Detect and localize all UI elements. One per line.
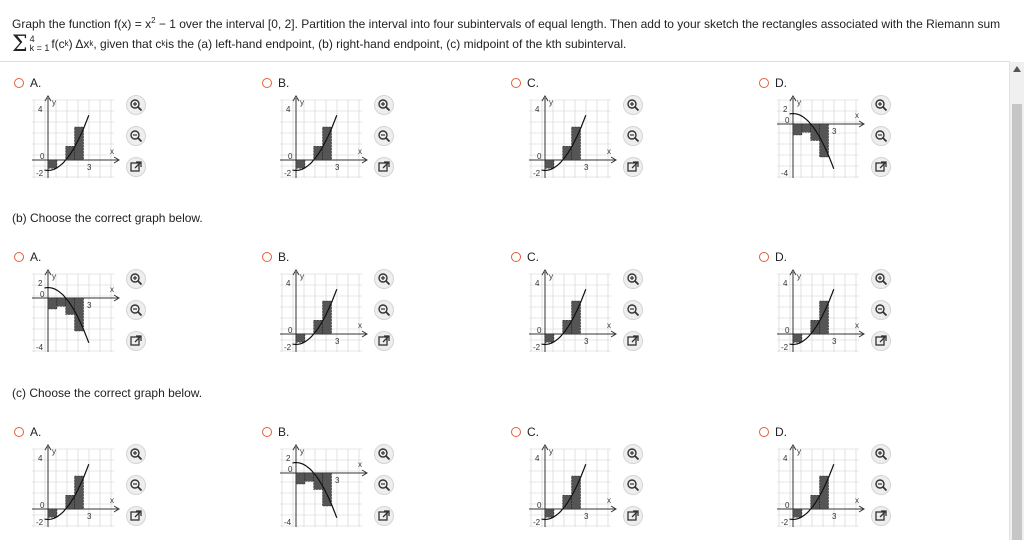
open-graph-button[interactable] — [871, 157, 891, 177]
zoom-out-button[interactable] — [623, 300, 643, 320]
y-bottom-tick-label: -2 — [36, 518, 44, 527]
origin-label: 0 — [785, 116, 790, 125]
y-top-tick-label: 4 — [535, 279, 540, 288]
y-bottom-tick-label: -4 — [36, 343, 44, 352]
y-axis-label: y — [300, 98, 304, 107]
zoom-out-icon — [377, 129, 391, 143]
y-axis-label: y — [300, 272, 304, 281]
zoom-in-icon — [874, 98, 888, 112]
radio-button[interactable] — [511, 252, 521, 262]
riemann-rectangle — [48, 509, 57, 517]
radio-button[interactable] — [14, 427, 24, 437]
zoom-in-icon — [129, 98, 143, 112]
zoom-in-icon — [626, 98, 640, 112]
x-axis-label: x — [110, 496, 114, 505]
radio-button[interactable] — [262, 252, 272, 262]
riemann-rectangle — [793, 509, 802, 517]
x-axis-label: x — [358, 321, 362, 330]
question-line-1: Graph the function $f(x) = x^2 - 1$ over the interval [0, 2]. Partition the interval into four subintervals of equal length. Then add to your sketch the rectangles associated with the Riemann sum — [12, 16, 1001, 31]
graph-plot — [14, 92, 134, 182]
y-bottom-tick-label: -4 — [781, 169, 789, 178]
option-letter: A. — [30, 250, 42, 264]
open-window-icon — [874, 509, 888, 523]
option-a-1[interactable] — [262, 76, 289, 90]
riemann-rectangle — [57, 298, 66, 306]
radio-button[interactable] — [759, 252, 769, 262]
option-graph — [14, 441, 134, 531]
zoom-out-icon — [626, 303, 640, 317]
option-c-3[interactable] — [759, 425, 787, 439]
question-text — [12, 12, 1012, 57]
option-letter: C. — [527, 250, 539, 264]
zoom-in-button[interactable] — [871, 269, 891, 289]
x-tick-label: 3 — [584, 337, 589, 346]
open-window-icon — [129, 509, 143, 523]
graph-plot — [511, 92, 631, 182]
riemann-rectangle — [296, 473, 305, 484]
zoom-out-icon — [626, 478, 640, 492]
option-graph — [511, 266, 631, 356]
scroll-up-icon[interactable] — [1013, 66, 1021, 72]
question-line-2: Σ 4 k = 1 f(c k ) Δx k , given that c k is the (a) left-hand endpoint, (b) right-hand endpoint, (c) midpoint of the kth subinterval. — [12, 32, 627, 57]
open-graph-button[interactable] — [126, 331, 146, 351]
option-letter: B. — [278, 76, 290, 90]
open-window-icon — [874, 160, 888, 174]
x-tick-label: 3 — [335, 163, 340, 172]
zoom-out-button[interactable] — [374, 475, 394, 495]
radio-button[interactable] — [262, 427, 272, 437]
option-a-2[interactable] — [511, 76, 539, 90]
y-axis-label: y — [52, 447, 56, 456]
y-bottom-tick-label: -2 — [284, 169, 292, 178]
scroll-thumb[interactable] — [1012, 104, 1022, 540]
open-graph-button[interactable] — [623, 157, 643, 177]
graph-plot — [511, 266, 631, 356]
option-letter: D. — [775, 76, 787, 90]
origin-label: 0 — [288, 326, 293, 335]
option-graph — [511, 92, 631, 182]
zoom-out-icon — [626, 129, 640, 143]
zoom-in-icon — [626, 447, 640, 461]
riemann-rectangle — [305, 473, 314, 481]
graph-plot — [759, 266, 879, 356]
zoom-in-button[interactable] — [374, 444, 394, 464]
y-top-tick-label: 4 — [783, 279, 788, 288]
origin-label: 0 — [785, 501, 790, 510]
zoom-out-button[interactable] — [871, 475, 891, 495]
x-tick-label: 3 — [335, 337, 340, 346]
zoom-out-button[interactable] — [374, 300, 394, 320]
riemann-rectangle — [48, 298, 57, 309]
open-window-icon — [377, 160, 391, 174]
option-graph — [511, 441, 631, 531]
open-window-icon — [377, 509, 391, 523]
zoom-out-button[interactable] — [871, 126, 891, 146]
x-axis-label: x — [607, 496, 611, 505]
y-top-tick-label: 4 — [535, 454, 540, 463]
zoom-in-button[interactable] — [126, 269, 146, 289]
y-bottom-tick-label: -2 — [533, 169, 541, 178]
graph-plot — [14, 441, 134, 531]
option-letter: A. — [30, 76, 42, 90]
zoom-out-icon — [377, 303, 391, 317]
y-top-tick-label: 2 — [783, 105, 788, 114]
question-separator — [0, 61, 1010, 62]
open-window-icon — [129, 334, 143, 348]
zoom-in-button[interactable] — [374, 95, 394, 115]
x-axis-label: x — [855, 496, 859, 505]
sigma-icon: Σ — [12, 32, 28, 57]
x-tick-label: 3 — [584, 512, 589, 521]
origin-label: 0 — [40, 290, 45, 299]
graph-plot — [759, 92, 879, 182]
zoom-in-icon — [377, 272, 391, 286]
y-bottom-tick-label: -2 — [284, 343, 292, 352]
x-axis-label: x — [607, 147, 611, 156]
riemann-rectangle — [296, 160, 305, 168]
x-tick-label: 3 — [87, 163, 92, 172]
radio-button[interactable] — [511, 78, 521, 88]
origin-label: 0 — [40, 501, 45, 510]
zoom-out-button[interactable] — [126, 300, 146, 320]
x-tick-label: 3 — [335, 476, 340, 485]
zoom-out-icon — [874, 478, 888, 492]
zoom-out-button[interactable] — [623, 475, 643, 495]
graph-plot — [14, 266, 134, 356]
radio-button[interactable] — [759, 78, 769, 88]
x-axis-label: x — [855, 321, 859, 330]
open-window-icon — [626, 509, 640, 523]
option-graph — [262, 92, 382, 182]
y-axis-label: y — [549, 98, 553, 107]
option-graph — [14, 266, 134, 356]
origin-label: 0 — [537, 501, 542, 510]
zoom-in-icon — [874, 272, 888, 286]
open-window-icon — [377, 334, 391, 348]
zoom-out-icon — [874, 129, 888, 143]
origin-label: 0 — [537, 326, 542, 335]
open-graph-button[interactable] — [374, 331, 394, 351]
y-axis-label: y — [300, 447, 304, 456]
y-bottom-tick-label: -2 — [781, 518, 789, 527]
riemann-rectangle — [802, 124, 811, 132]
x-axis-label: x — [358, 147, 362, 156]
y-bottom-tick-label: -2 — [781, 343, 789, 352]
origin-label: 0 — [288, 465, 293, 474]
radio-button[interactable] — [262, 78, 272, 88]
open-graph-button[interactable] — [374, 506, 394, 526]
open-graph-button[interactable] — [126, 157, 146, 177]
radio-button[interactable] — [14, 78, 24, 88]
option-b-2[interactable] — [511, 250, 539, 264]
open-window-icon — [129, 160, 143, 174]
y-bottom-tick-label: -2 — [533, 518, 541, 527]
y-axis-label: y — [52, 98, 56, 107]
zoom-out-button[interactable] — [623, 126, 643, 146]
graph-plot — [262, 266, 382, 356]
y-bottom-tick-label: -2 — [36, 169, 44, 178]
option-c-2[interactable] — [511, 425, 539, 439]
riemann-rectangle — [545, 509, 554, 517]
option-graph — [759, 92, 879, 182]
x-tick-label: 3 — [584, 163, 589, 172]
radio-button[interactable] — [759, 427, 769, 437]
open-window-icon — [626, 334, 640, 348]
zoom-out-button[interactable] — [126, 475, 146, 495]
zoom-in-icon — [377, 447, 391, 461]
zoom-out-button[interactable] — [126, 126, 146, 146]
part-b-label: (b) Choose the correct graph below. — [12, 211, 203, 225]
riemann-rectangle — [793, 124, 802, 135]
y-top-tick-label: 4 — [783, 454, 788, 463]
option-letter: B. — [278, 250, 290, 264]
x-tick-label: 3 — [832, 512, 837, 521]
graph-plot — [759, 441, 879, 531]
y-axis-label: y — [549, 447, 553, 456]
scrollbar[interactable] — [1009, 62, 1024, 540]
zoom-out-button[interactable] — [871, 300, 891, 320]
y-axis-label: y — [549, 272, 553, 281]
option-graph — [14, 92, 134, 182]
x-axis-label: x — [855, 111, 859, 120]
x-axis-label: x — [358, 460, 362, 469]
zoom-in-button[interactable] — [623, 269, 643, 289]
option-letter: A. — [30, 425, 42, 439]
graph-plot — [262, 441, 382, 531]
option-b-0[interactable] — [14, 250, 41, 264]
option-graph — [759, 266, 879, 356]
y-axis-label: y — [797, 98, 801, 107]
open-graph-button[interactable] — [623, 331, 643, 351]
origin-label: 0 — [785, 326, 790, 335]
option-b-3[interactable] — [759, 250, 787, 264]
open-graph-button[interactable] — [623, 506, 643, 526]
zoom-in-button[interactable] — [871, 444, 891, 464]
radio-button[interactable] — [511, 427, 521, 437]
option-graph — [262, 266, 382, 356]
option-c-0[interactable] — [14, 425, 41, 439]
zoom-in-button[interactable] — [126, 444, 146, 464]
x-axis-label: x — [110, 285, 114, 294]
open-graph-button[interactable] — [871, 506, 891, 526]
open-window-icon — [626, 160, 640, 174]
option-b-1[interactable] — [262, 250, 289, 264]
option-c-1[interactable] — [262, 425, 289, 439]
sigma-sum: Σ 4 k = 1 — [12, 32, 50, 57]
zoom-in-icon — [129, 272, 143, 286]
origin-label: 0 — [537, 152, 542, 161]
riemann-rectangle — [545, 160, 554, 168]
zoom-out-icon — [129, 478, 143, 492]
zoom-in-button[interactable] — [623, 444, 643, 464]
graph-plot — [262, 92, 382, 182]
x-tick-label: 3 — [832, 127, 837, 136]
radio-button[interactable] — [14, 252, 24, 262]
zoom-in-icon — [129, 447, 143, 461]
zoom-in-icon — [626, 272, 640, 286]
y-axis-label: y — [797, 272, 801, 281]
y-top-tick-label: 4 — [38, 454, 43, 463]
y-top-tick-label: 4 — [286, 279, 291, 288]
y-axis-label: y — [797, 447, 801, 456]
graph-plot — [511, 441, 631, 531]
y-axis-label: y — [52, 272, 56, 281]
zoom-out-button[interactable] — [374, 126, 394, 146]
y-bottom-tick-label: -2 — [533, 343, 541, 352]
zoom-out-icon — [129, 129, 143, 143]
riemann-rectangle — [793, 334, 802, 342]
zoom-in-button[interactable] — [374, 269, 394, 289]
open-graph-button[interactable] — [126, 506, 146, 526]
option-a-0[interactable] — [14, 76, 41, 90]
y-bottom-tick-label: -4 — [284, 518, 292, 527]
y-top-tick-label: 2 — [38, 279, 43, 288]
x-axis-label: x — [110, 147, 114, 156]
option-letter: D. — [775, 425, 787, 439]
zoom-out-icon — [377, 478, 391, 492]
option-letter: C. — [527, 425, 539, 439]
x-tick-label: 3 — [832, 337, 837, 346]
x-tick-label: 3 — [87, 512, 92, 521]
open-graph-button[interactable] — [871, 331, 891, 351]
option-letter: D. — [775, 250, 787, 264]
zoom-out-icon — [874, 303, 888, 317]
open-window-icon — [874, 334, 888, 348]
zoom-in-button[interactable] — [126, 95, 146, 115]
riemann-rectangle — [545, 334, 554, 342]
option-graph — [262, 441, 382, 531]
option-graph — [759, 441, 879, 531]
y-top-tick-label: 4 — [286, 105, 291, 114]
zoom-in-button[interactable] — [623, 95, 643, 115]
zoom-in-icon — [874, 447, 888, 461]
zoom-in-icon — [377, 98, 391, 112]
y-top-tick-label: 4 — [38, 105, 43, 114]
origin-label: 0 — [40, 152, 45, 161]
riemann-rectangle — [48, 160, 57, 168]
option-letter: B. — [278, 425, 290, 439]
zoom-out-icon — [129, 303, 143, 317]
y-top-tick-label: 2 — [286, 454, 291, 463]
x-tick-label: 3 — [87, 301, 92, 310]
x-axis-label: x — [607, 321, 611, 330]
part-c-label: (c) Choose the correct graph below. — [12, 386, 203, 400]
option-a-3[interactable] — [759, 76, 787, 90]
origin-label: 0 — [288, 152, 293, 161]
zoom-in-button[interactable] — [871, 95, 891, 115]
option-letter: C. — [527, 76, 539, 90]
open-graph-button[interactable] — [374, 157, 394, 177]
riemann-rectangle — [296, 334, 305, 342]
y-top-tick-label: 4 — [535, 105, 540, 114]
